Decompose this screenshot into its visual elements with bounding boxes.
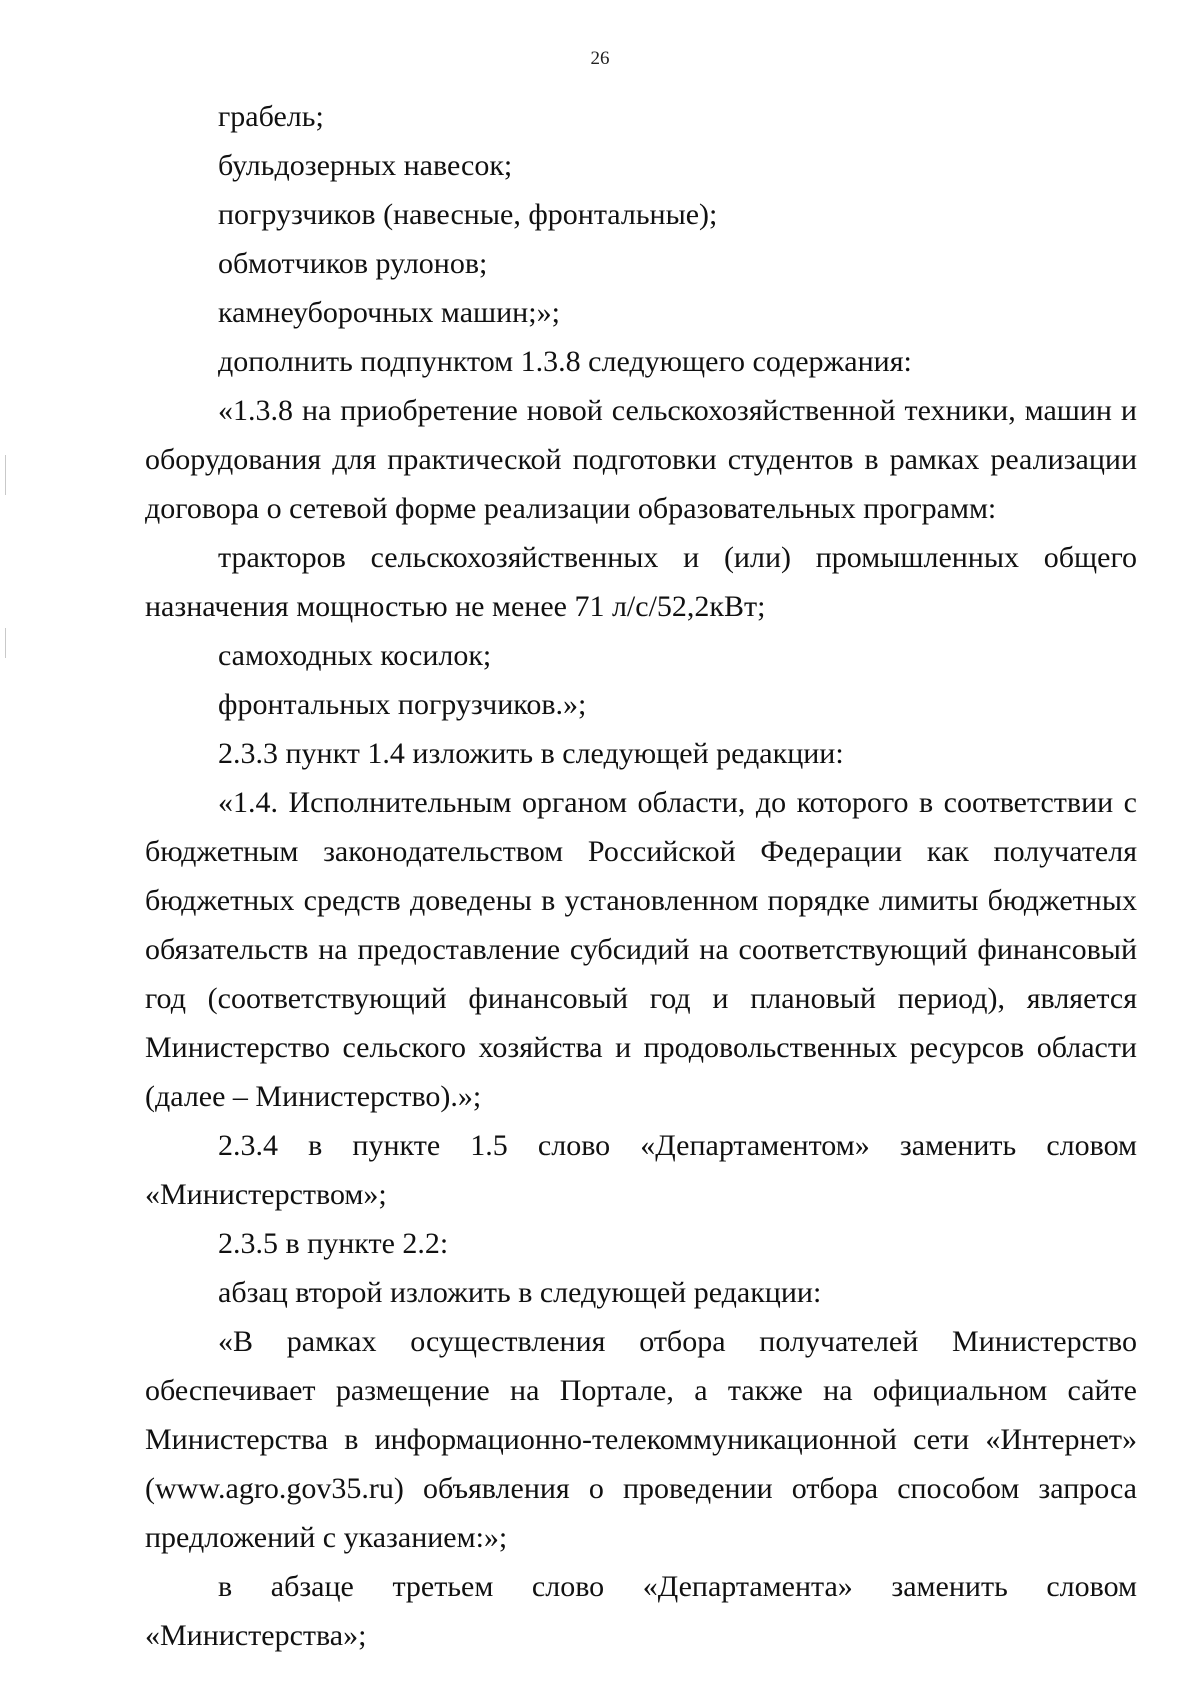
paragraph: бульдозерных навесок;: [218, 149, 513, 182]
paragraph: 2.3.3 пункт 1.4 изложить в следующей редакции:: [218, 737, 844, 770]
paragraph: «1.3.8 на приобретение новой сельскохозяйственной техники, машин и оборудования для практической подготовки студентов в рамках реализации договора о сетевой форме реализации образовательных программ:: [145, 394, 1137, 525]
paragraph: дополнить подпунктом 1.3.8 следующего содержания:: [218, 345, 912, 378]
paragraph: 2.3.4 в пункте 1.5 слово «Департаментом» заменить словом «Министерством»;: [145, 1129, 1137, 1211]
page-number: 26: [590, 48, 610, 69]
paragraph: абзац второй изложить в следующей редакции:: [218, 1276, 822, 1309]
paragraph: «1.4. Исполнительным органом области, до которого в соответствии с бюджетным законодательством Российской Федерации как получателя бюджетных средств доведены в установленном порядке лимиты бюджетных обязательств на предоставление субсидий на соответствующий финансовый год (соответствующий финансовый год и плановый период), является Министерство сельского хозяйства и продовольственных ресурсов области (далее – Министерство).»;: [145, 786, 1137, 1113]
scan-edge-mark-upper: [5, 455, 6, 495]
paragraph: фронтальных погрузчиков.»;: [218, 688, 587, 721]
paragraph: «В рамках осуществления отбора получателей Министерство обеспечивает размещение на Портале, а также на официальном сайте Министерства в информационно-телекоммуникационной сети «Интернет» (www.agro.gov35.ru) объявления о проведении отбора способом запроса предложений с указанием:»;: [145, 1325, 1137, 1554]
paragraph: грабель;: [218, 100, 324, 133]
paragraph: обмотчиков рулонов;: [218, 247, 488, 280]
paragraph: погрузчиков (навесные, фронтальные);: [218, 198, 718, 231]
paragraph: камнеуборочных машин;»;: [218, 296, 560, 329]
paragraph: самоходных косилок;: [218, 639, 492, 672]
scan-edge-mark-lower: [5, 628, 6, 658]
document-body: [145, 92, 1137, 1660]
paragraph: в абзаце третьем слово «Департамента» заменить словом «Министерства»;: [145, 1570, 1137, 1652]
paragraph: 2.3.5 в пункте 2.2:: [218, 1227, 449, 1260]
paragraph: тракторов сельскохозяйственных и (или) промышленных общего назначения мощностью не менее 71 л/с/52,2кВт;: [145, 541, 1137, 623]
